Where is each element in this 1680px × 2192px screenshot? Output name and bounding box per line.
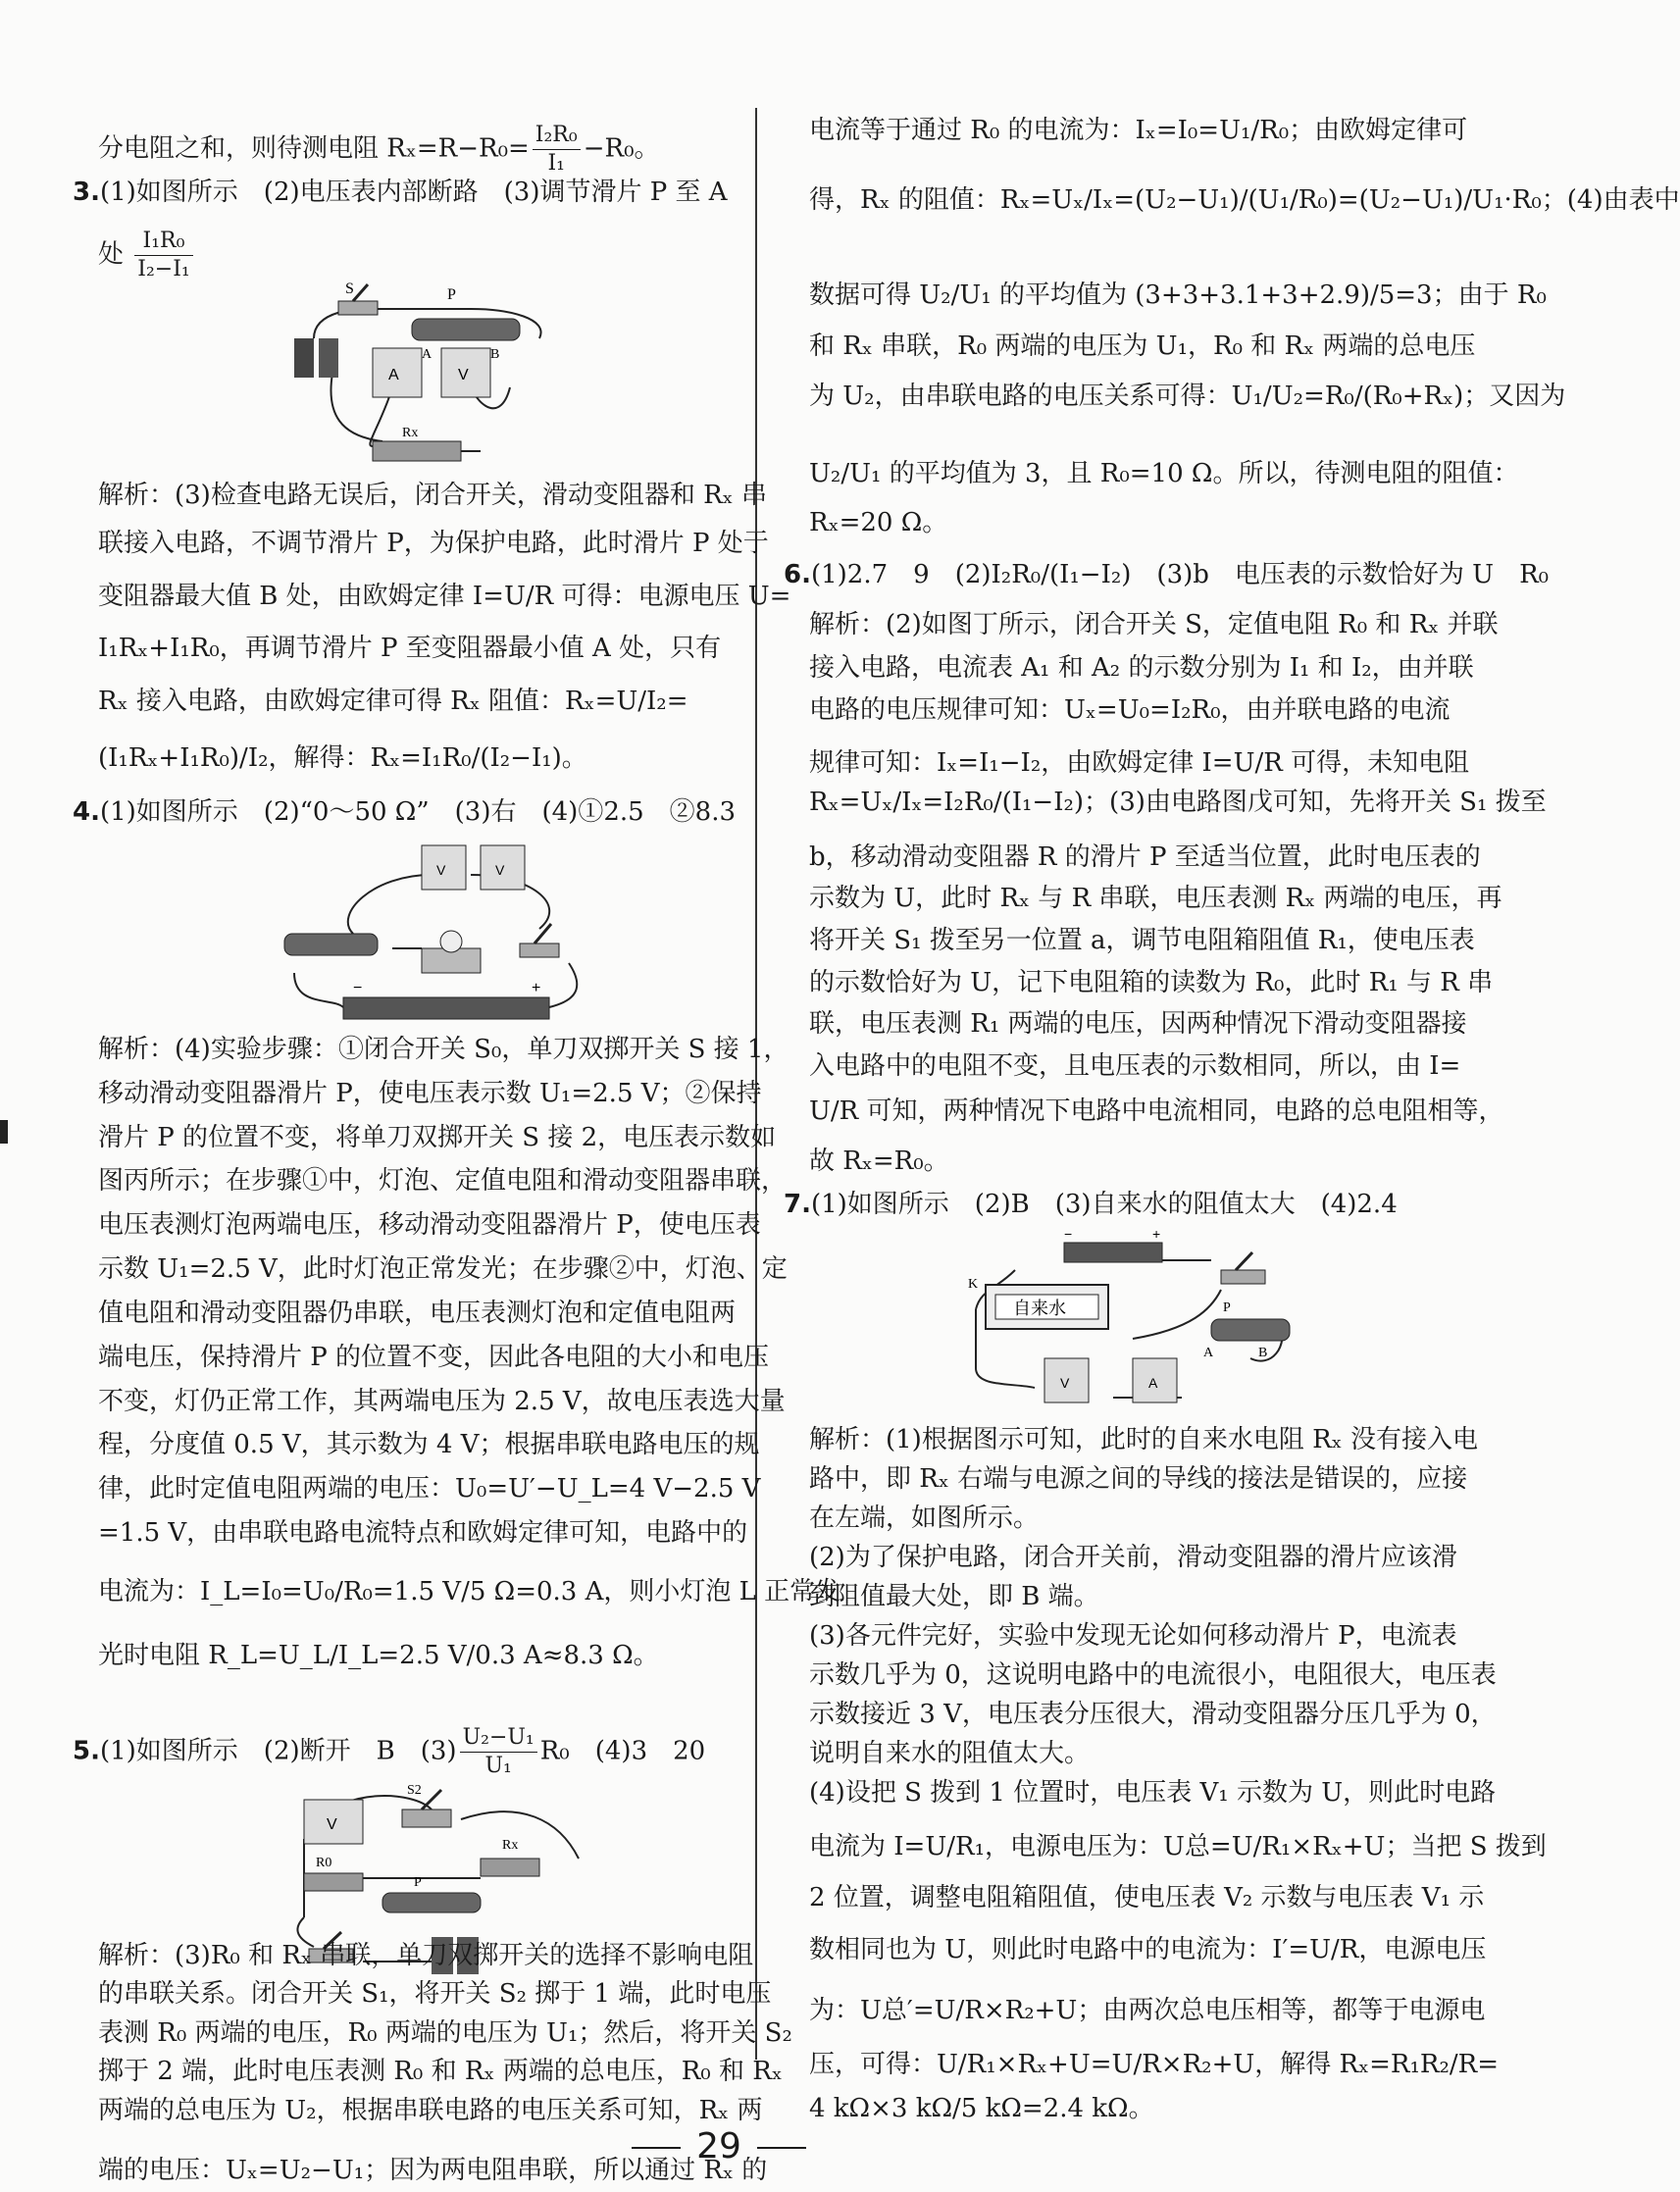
- q7-line: 为：U总′=U/R×R₂+U；由两次总电压相等，都等于电源电: [809, 1996, 1486, 2025]
- q7-line: (2)为了保护电路，闭合开关前，滑动变阻器的滑片应该滑: [809, 1543, 1457, 1572]
- svg-text:+: +: [1152, 1226, 1161, 1242]
- battery-icon: [343, 980, 549, 1019]
- q4-line: 值电阻和滑动变阻器仍串联，电压表测灯泡和定值电阻两: [98, 1299, 737, 1328]
- q4-answer-text: (1)如图所示 (2)“0～50 Ω” (3)右 (4)①2.5 ②8.3: [99, 797, 737, 827]
- water-label: 自来水: [1013, 1299, 1066, 1319]
- q4-line: 图丙所示；在步骤①中，灯泡、定值电阻和滑动变阻器串联，: [98, 1166, 788, 1196]
- q6-line: 示数为 U，此时 Rₓ 与 R 串联，电压表测 Rₓ 两端的电压，再: [809, 884, 1502, 913]
- q7-answer: [784, 1187, 1398, 1222]
- dash-left: [632, 2147, 681, 2149]
- switch-icon: [402, 1783, 451, 1827]
- q7-line: 数相同也为 U，则此时电路中的电流为：I′=U/R，电源电压: [809, 1935, 1487, 1964]
- q4-line: 光时电阻 R_L=U_L/I_L=2.5 V/0.3 A≈8.3 Ω。: [98, 1641, 659, 1670]
- q3-line: I₁Rₓ+I₁R₀，再调节滑片 P 至变阻器最小值 A 处，只有: [98, 634, 722, 663]
- svg-text:B: B: [1258, 1346, 1268, 1360]
- svg-text:S: S: [345, 280, 354, 297]
- q7-line: 电流为 I=U/R₁，电源电压为：U总=U/R₁×Rₓ+U；当把 S 拨到: [809, 1832, 1547, 1861]
- rheostat-icon: [284, 934, 378, 955]
- cont-line: 得，Rₓ 的阻值：Rₓ=Uₓ/Iₓ=(U₂−U₁)/(U₁/R₀)=(U₂−U₁)/U₁·R₀；(4)由表中: [809, 185, 1680, 215]
- cont-line: Rₓ=20 Ω。: [809, 508, 948, 537]
- ammeter-icon: [373, 348, 422, 397]
- q6-line: Rₓ=Uₓ/Iₓ=I₂R₀/(I₁−I₂)；(3)由电路图戊可知，先将开关 S₁ 拨至: [809, 788, 1547, 817]
- q7-circuit-figure: [956, 1226, 1299, 1417]
- svg-text:B: B: [490, 347, 500, 362]
- q5-line: 两端的总电压为 U₂，根据串联电路的电压关系可知，Rₓ 两: [98, 2096, 763, 2125]
- q4-line: =1.5 V，由串联电路电流特点和欧姆定律可知，电路中的: [98, 1518, 748, 1548]
- q4-line: 电压表测灯泡两端电压，移动滑动变阻器滑片 P，使电压表: [98, 1210, 761, 1240]
- voltmeter-icon: [1133, 1358, 1177, 1402]
- q6-line: 故 Rₓ=R₀。: [809, 1147, 949, 1176]
- voltmeter-icon: [422, 845, 466, 890]
- page-number-text: 29: [696, 2126, 741, 2167]
- q7-answer-text: (1)如图所示 (2)B (3)自来水的阻值太大 (4)2.4: [810, 1190, 1398, 1219]
- svg-text:A: A: [388, 367, 399, 383]
- intro-tail: −R₀。: [583, 133, 660, 164]
- cont-line: 数据可得 U₂/U₁ 的平均值为 (3+3+3.1+3+2.9)/5=3；由于 R₀: [809, 280, 1547, 310]
- intro-fraction: [533, 122, 581, 178]
- q7-line: 解析：(1)根据图示可知，此时的自来水电阻 Rₓ 没有接入电: [809, 1425, 1478, 1454]
- dash-right: [757, 2147, 806, 2149]
- q4-circuit-figure: [275, 836, 618, 1027]
- intro-text: 分电阻之和，则待测电阻 Rₓ=R−R₀=: [98, 133, 530, 164]
- q6-line: b，移动滑动变阻器 R 的滑片 P 至适当位置，此时电压表的: [809, 842, 1481, 872]
- frac-denominator: I₁: [547, 151, 565, 176]
- q7-line: 在左端，如图所示。: [809, 1504, 1040, 1533]
- q3-answer-fraction: [134, 228, 192, 283]
- frac-denominator: I₂−I₁: [137, 257, 190, 281]
- battery-icon: [294, 338, 338, 378]
- q3-answer-text: (1)如图所示 (2)电压表内部断路 (3)调节滑片 P 至 A: [99, 178, 728, 207]
- q7-line: 到阻值最大处，即 B 端。: [809, 1582, 1099, 1611]
- q6-line: U/R 可知，两种情况下电路中电流相同，电路的总电阻相等，: [809, 1096, 1504, 1126]
- q6-number: 6.: [784, 560, 811, 589]
- q7-line: 2 位置，调整电阻箱阻值，使电压表 V₂ 示数与电压表 V₁ 示: [809, 1883, 1485, 1912]
- q7-line: 说明自来水的阻值太大。: [809, 1739, 1091, 1768]
- svg-text:S2: S2: [407, 1783, 422, 1798]
- svg-text:−: −: [353, 980, 363, 996]
- q7-line: 示数几乎为 0，这说明电路中的电流很小，电阻很大，电压表: [809, 1660, 1497, 1690]
- q5-number: 5.: [73, 1736, 100, 1766]
- q5-answer-text: (1)如图所示 (2)断开 B (3): [99, 1736, 457, 1766]
- q6-line: 的示数恰好为 U，记下电阻箱的读数为 R₀，此时 R₁ 与 R 串: [809, 968, 1494, 997]
- voltmeter-icon: [441, 348, 490, 397]
- q4-line: 律，此时定值电阻两端的电压：U₀=U′−U_L=4 V−2.5 V: [98, 1474, 761, 1504]
- q7-number: 7.: [784, 1190, 811, 1219]
- svg-text:V: V: [327, 1816, 337, 1833]
- q3-line: 联接入电路，不调节滑片 P，为保护电路，此时滑片 P 处于: [98, 529, 769, 558]
- svg-text:A: A: [422, 347, 433, 362]
- q3-line: (I₁Rₓ+I₁R₀)/I₂，解得：Rₓ=I₁R₀/(I₂−I₁)。: [98, 743, 587, 773]
- svg-text:V: V: [458, 367, 469, 383]
- cont-line: U₂/U₁ 的平均值为 3，且 R₀=10 Ω。所以，待测电阻的阻值：: [809, 459, 1519, 488]
- switch-icon: [1221, 1252, 1265, 1284]
- q3-line: 变阻器最大值 B 处，由欧姆定律 I=U/R 可得：电源电压 U=: [98, 582, 791, 611]
- svg-text:+: +: [532, 980, 541, 996]
- battery-icon: [1064, 1226, 1162, 1262]
- q3-circuit-figure: [275, 280, 569, 476]
- cont-line: 电流等于通过 R₀ 的电流为：Iₓ=I₀=U₁/R₀；由欧姆定律可: [809, 116, 1468, 145]
- frac-numerator: I₁R₀: [134, 228, 192, 256]
- q7-line: (4)设把 S 拨到 1 位置时，电压表 V₁ 示数为 U，则此时电路: [809, 1778, 1497, 1808]
- ammeter-icon: [481, 845, 525, 890]
- q4-line: 电流为：I_L=I₀=U₀/R₀=1.5 V/5 Ω=0.3 A，则小灯泡 L 正常发: [98, 1577, 841, 1606]
- page-number: [0, 2126, 1438, 2167]
- svg-text:V: V: [1060, 1375, 1070, 1391]
- q5-line: 端的电压：Uₓ=U₂−U₁；因为两电阻串联，所以通过 Rₓ 的: [98, 2156, 768, 2185]
- q4-line: 不变，灯仍正常工作，其两端电压为 2.5 V，故电压表选大量: [98, 1387, 786, 1416]
- q4-number: 4.: [73, 797, 100, 827]
- q6-line: 接入电路，电流表 A₁ 和 A₂ 的示数分别为 I₁ 和 I₂，由并联: [809, 653, 1474, 683]
- q3-answer: [73, 175, 728, 210]
- svg-text:V: V: [436, 862, 446, 878]
- q7-line: 4 kΩ×3 kΩ/5 kΩ=2.4 kΩ。: [809, 2094, 1154, 2123]
- binding-mark: [0, 1120, 8, 1144]
- resistor-icon: [481, 1838, 539, 1876]
- svg-text:V: V: [495, 862, 505, 878]
- svg-text:P: P: [447, 286, 456, 303]
- q6-answer: [784, 557, 1549, 592]
- cont-line: 和 Rₓ 串联，R₀ 两端的电压为 U₁，R₀ 和 Rₓ 两端的总电压: [809, 331, 1476, 361]
- svg-text:Rx: Rx: [502, 1838, 519, 1853]
- frac-numerator: U₂−U₁: [460, 1724, 537, 1753]
- q6-line: 解析：(2)如图丁所示，闭合开关 S，定值电阻 R₀ 和 Rₓ 并联: [809, 610, 1499, 639]
- frac-numerator: I₂R₀: [533, 122, 581, 150]
- q7-line: 压，可得：U/R₁×Rₓ+U=U/R×R₂+U，解得 Rₓ=R₁R₂/R=: [809, 2050, 1500, 2079]
- svg-text:A: A: [1203, 1346, 1214, 1360]
- svg-text:P: P: [414, 1875, 422, 1890]
- svg-text:P: P: [1223, 1300, 1231, 1315]
- q4-line: 示数 U₁=2.5 V，此时灯泡正常发光；在步骤②中，灯泡、定: [98, 1254, 788, 1284]
- bulb-icon: [422, 931, 481, 973]
- q4-line: 程，分度值 0.5 V，其示数为 4 V；根据串联电路电压的规: [98, 1430, 760, 1459]
- q6-line: 电路的电压规律可知：Uₓ=U₀=I₂R₀，由并联电路的电流: [809, 695, 1451, 725]
- rheostat-icon: [382, 1875, 481, 1912]
- q5-answer: [73, 1724, 705, 1780]
- svg-text:A: A: [1148, 1375, 1158, 1391]
- q6-line: 联，电压表测 R₁ 两端的电压，因两种情况下滑动变阻器接: [809, 1009, 1467, 1039]
- q6-answer-text: (1)2.7 9 (2)I₂R₀/(I₁−I₂) (3)b 电压表的示数恰好为 U R₀: [810, 560, 1550, 589]
- switch-icon: [520, 924, 559, 957]
- svg-text:K: K: [968, 1277, 979, 1292]
- resistor-icon: [373, 426, 461, 461]
- q6-line: 入电路中的电阻不变，且电压表的示数相同，所以，由 I=: [809, 1051, 1461, 1081]
- q5-line: 表测 R₀ 两端的电压，R₀ 两端的电压为 U₁；然后，将开关 S₂: [98, 2018, 792, 2048]
- q3-answer-line2: [98, 228, 196, 283]
- resistor-icon: [304, 1856, 363, 1891]
- frac-denominator: U₁: [484, 1754, 512, 1778]
- voltmeter-icon: [304, 1800, 363, 1844]
- q7-line: 示数接近 3 V，电压表分压很大，滑动变阻器分压几乎为 0，: [809, 1700, 1497, 1729]
- svg-text:R0: R0: [316, 1856, 332, 1870]
- q6-line: 将开关 S₁ 拨至另一位置 a，调节电阻箱阻值 R₁，使电压表: [809, 926, 1475, 955]
- svg-text:−: −: [1064, 1226, 1073, 1242]
- q5-line: 掷于 2 端，此时电压表测 R₀ 和 Rₓ 两端的总电压，R₀ 和 Rₓ: [98, 2057, 783, 2086]
- q6-line: 规律可知：Iₓ=I₁−I₂，由欧姆定律 I=U/R 可得，未知电阻: [809, 748, 1470, 778]
- q3-number: 3.: [73, 178, 100, 207]
- ammeter-icon: [1044, 1358, 1089, 1402]
- q4-line: 移动滑动变阻器滑片 P，使电压表示数 U₁=2.5 V；②保持: [98, 1079, 762, 1108]
- q3-answer2-text: 处: [98, 239, 125, 270]
- q5-answer-tail: R₀ (4)3 20: [539, 1736, 706, 1766]
- q4-line: 滑片 P 的位置不变，将单刀双掷开关 S 接 2，电压表示数如: [98, 1123, 777, 1152]
- q4-line: 解析：(4)实验步骤：①闭合开关 S₀，单刀双掷开关 S 接 1，: [98, 1035, 789, 1064]
- switch-icon: [338, 280, 378, 315]
- q5-line: 的串联关系。闭合开关 S₁，将开关 S₂ 掷于 1 端，此时电压: [98, 1979, 772, 2009]
- q5-line: 解析：(3)R₀ 和 Rₓ 串联，单刀双掷开关的选择不影响电阻: [98, 1941, 754, 1970]
- cont-line: 为 U₂，由串联电路的电压关系可得：U₁/U₂=R₀/(R₀+Rₓ)；又因为: [809, 382, 1566, 411]
- q5-answer-fraction: [460, 1724, 537, 1780]
- water-resistor-icon: [968, 1277, 1108, 1329]
- intro-line: [98, 122, 660, 178]
- svg-text:Rx: Rx: [402, 426, 419, 440]
- q4-line: 端电压，保持滑片 P 的位置不变，因此各电阻的大小和电压: [98, 1343, 770, 1372]
- q3-line: Rₓ 接入电路，由欧姆定律可得 Rₓ 阻值：Rₓ=U/I₂=: [98, 687, 688, 716]
- q4-answer: [73, 794, 736, 830]
- q7-line: (3)各元件完好，实验中发现无论如何移动滑片 P，电流表: [809, 1621, 1457, 1651]
- q7-line: 路中，即 Rₓ 右端与电源之间的导线的接法是错误的，应接: [809, 1464, 1468, 1494]
- q3-line: 解析：(3)检查电路无误后，闭合开关，滑动变阻器和 Rₓ 串: [98, 481, 767, 510]
